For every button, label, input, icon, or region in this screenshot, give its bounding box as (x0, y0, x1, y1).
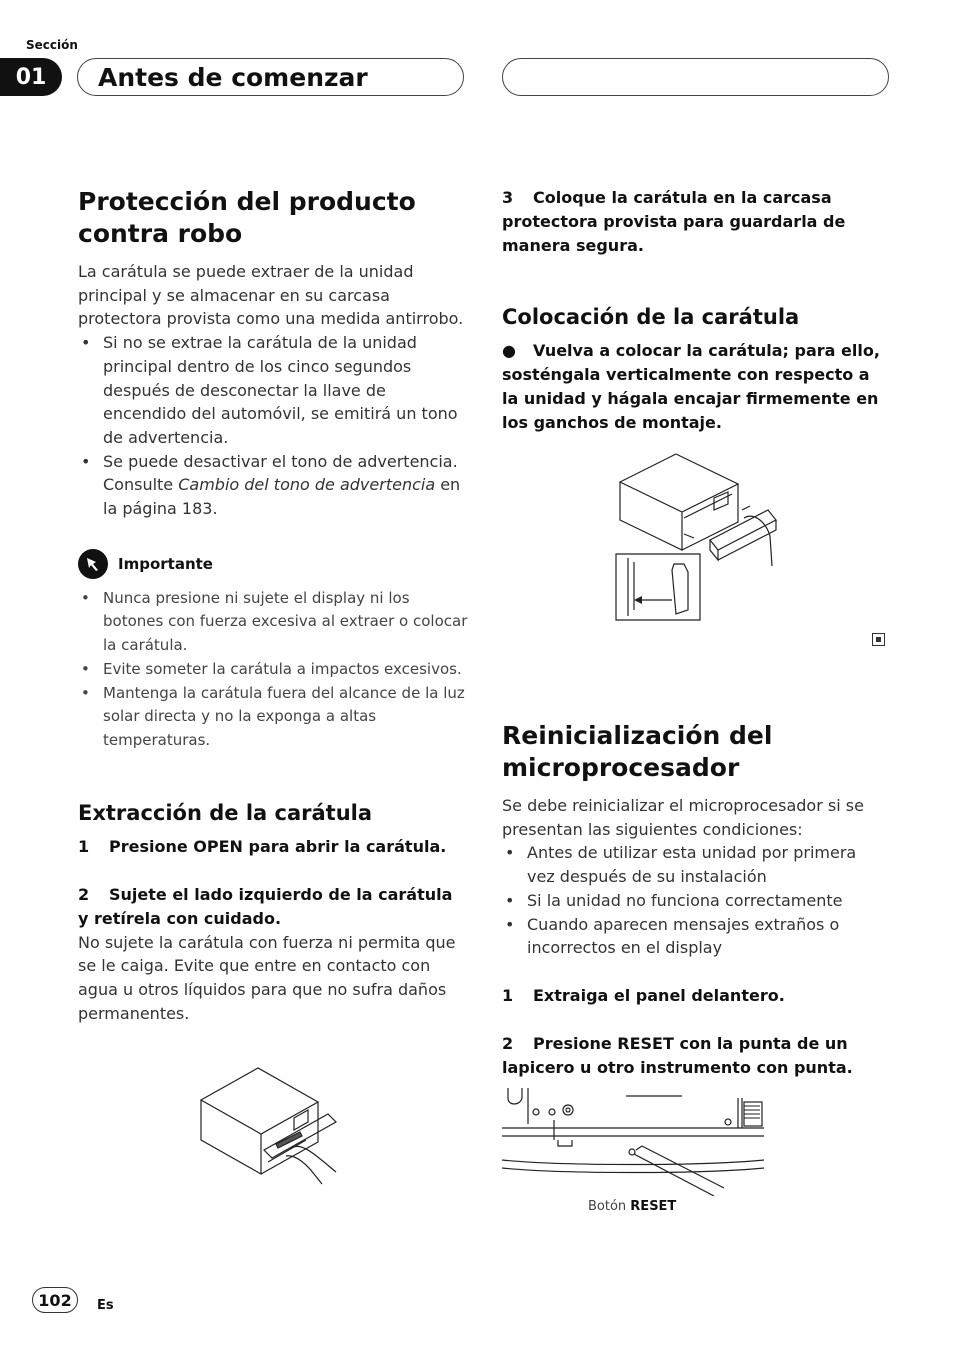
step-number: 3 (502, 188, 514, 207)
faceplate-attach-illustration (614, 450, 784, 622)
section-title-blank-pill (502, 58, 889, 96)
step-number: 1 (502, 985, 514, 1005)
reset-step-2 (502, 1032, 888, 1080)
bullet-dot: • (505, 890, 515, 910)
step-text: Extraiga el panel delantero. (533, 985, 785, 1005)
step-number: 2 (78, 884, 90, 904)
reset-intro: Se debe reinicializar el microprocesador si se presentan las siguientes condiciones: (502, 796, 864, 839)
bullet-text: Mantenga la carátula fuera del alcance de la luz solar directa y no la exponga a altas temperaturas. (103, 683, 465, 749)
important-label: Importante (118, 554, 213, 573)
storage-step-3 (502, 186, 888, 258)
bullet-text-tail: en la página 183. (103, 475, 461, 519)
attach-heading: Colocación de la carátula (502, 305, 800, 329)
reset-bullet-2 (502, 889, 888, 913)
theft-bullet-2 (78, 450, 468, 521)
step-text: Sujete el lado izquierdo de la carátula y retírela con cuidado. (78, 884, 453, 928)
right-column (502, 186, 888, 435)
reset-heading: Reinicialización del microprocesador (502, 721, 773, 782)
step-text: Coloque la carátula en la carcasa protectora provista para guardarla de manera segura. (502, 188, 846, 255)
left-column (78, 186, 468, 1025)
bullet-dot: • (81, 451, 91, 471)
reset-section (502, 720, 888, 1080)
section-title: Antes de comenzar (77, 58, 464, 96)
removal-step-1 (78, 835, 468, 859)
faceplate-removal-illustration (196, 1062, 346, 1186)
step-number: 1 (78, 836, 90, 856)
bullet-dot: • (81, 659, 90, 678)
important-bullet-2 (78, 658, 468, 682)
removal-heading: Extracción de la carátula (78, 800, 373, 825)
bullet-text: Evite someter la carátula a impactos excesivos. (103, 659, 462, 678)
important-note-header (78, 549, 468, 579)
bullet-text: Nunca presione ni sujete el display ni los botones con fuerza excesiva al extraer o colocar la carátula. (103, 588, 468, 655)
reset-bullet-1 (502, 841, 888, 888)
theft-protection-heading: Protección del producto contra robo (78, 187, 416, 248)
step-text: Vuelva a colocar la carátula; para ello, sosténgala verticalmente con respecto a la unidad y hágala encajar firmemente en los ganchos de montaje. (502, 341, 880, 432)
bullet-dot: • (505, 843, 515, 863)
caption-bold: RESET (630, 1199, 677, 1214)
reset-bullet-3 (502, 913, 888, 960)
bullet-dot: ● (502, 341, 516, 360)
section-number: 01 (0, 58, 62, 96)
bullet-text: Si la unidad no funciona correctamente (527, 890, 843, 910)
section-label: Sección (26, 38, 78, 52)
bullet-text: Antes de utilizar esta unidad por primera vez después de su instalación (527, 843, 857, 887)
theft-intro: La carátula se puede extraer de la unidad principal y se almacenar en su carcasa protectora provista como una medida antirrobo. (78, 262, 464, 329)
removal-note: No sujete la carátula con fuerza ni permita que se le caiga. Evite que entre en contacto con agua u otros líquidos para que no sufra daños permanentes. (78, 932, 456, 1023)
bullet-text: Si no se extrae la carátula de la unidad principal dentro de los cinco segundos después de desconectar la llave de encendido del automóvil, se emitirá un tono de advertencia. (103, 333, 458, 447)
language-code: Es (97, 1298, 114, 1313)
important-bullet-3 (78, 682, 468, 753)
removal-step-2 (78, 883, 468, 931)
important-bullet-1 (78, 587, 468, 658)
attach-instruction (502, 339, 888, 435)
page-number: 102 (32, 1287, 78, 1313)
caption-prefix: Botón (588, 1199, 631, 1214)
step-number: 2 (502, 1033, 514, 1053)
step-text: Presione RESET con la punta de un lapicero u otro instrumento con punta. (502, 1033, 853, 1077)
bullet-text: Cuando aparecen mensajes extraños o incorrectos en el display (527, 914, 840, 958)
bullet-dot: • (505, 914, 515, 934)
bullet-dot: • (81, 588, 90, 607)
section-end-mark-icon (872, 633, 885, 646)
reset-button-illustration (502, 1084, 764, 1196)
reset-step-1 (502, 984, 888, 1008)
bullet-text: Se puede desactivar el tono de advertencia. Consulte (103, 451, 458, 495)
theft-bullet-1 (78, 331, 468, 450)
bullet-dot: • (81, 333, 91, 353)
reset-button-caption (588, 1199, 676, 1214)
bullet-dot: • (81, 683, 90, 702)
cross-reference-link[interactable]: Cambio del tono de advertencia (178, 475, 436, 495)
step-text: Presione OPEN para abrir la carátula. (109, 836, 447, 856)
important-note-icon (78, 549, 108, 579)
